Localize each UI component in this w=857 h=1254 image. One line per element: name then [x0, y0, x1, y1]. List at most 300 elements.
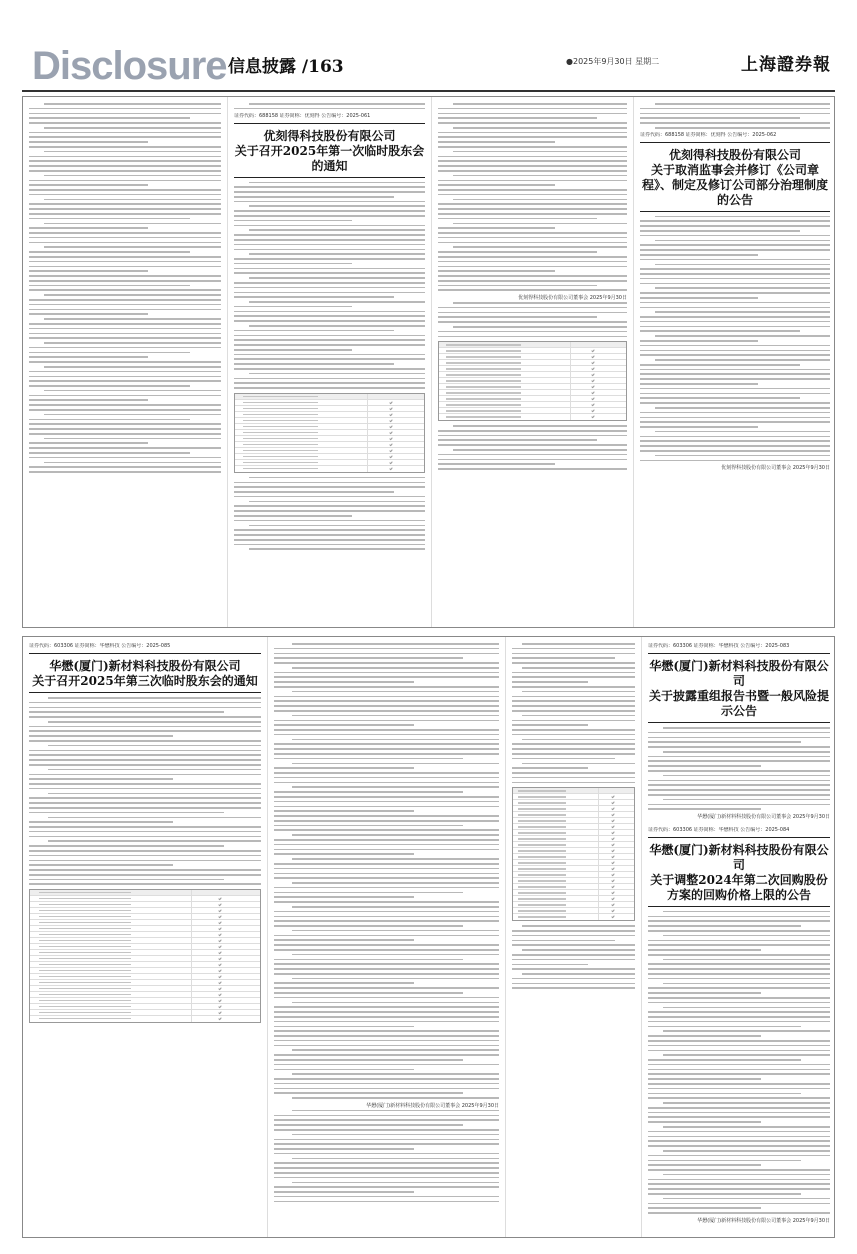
text-line: [292, 1182, 499, 1184]
text-line: [274, 696, 499, 698]
text-line: [512, 676, 635, 678]
text-line: [274, 916, 499, 918]
text-line: [512, 653, 635, 655]
text-line: [274, 925, 463, 927]
text-line: [274, 997, 499, 999]
text-line: [640, 460, 830, 462]
text-line: [453, 302, 627, 304]
text-line: [640, 254, 758, 256]
text-line: [249, 477, 425, 479]
text-line: [640, 268, 830, 270]
text-line: [292, 667, 499, 669]
text-line: [640, 302, 830, 304]
text-line: [438, 331, 627, 333]
company-name: 优刻得科技股份有限公司: [668, 147, 801, 162]
text-line: [29, 309, 221, 311]
text-line: [640, 220, 830, 222]
text-line: [29, 826, 261, 828]
text-line: [234, 249, 425, 251]
text-line: [234, 358, 425, 360]
text-line: [44, 294, 221, 296]
text-line: [29, 203, 221, 205]
text-line: [648, 1140, 830, 1142]
text-line: [29, 189, 221, 191]
text-line: [234, 510, 425, 512]
text-line: [29, 423, 221, 425]
text-line: [274, 949, 499, 951]
text-line: [274, 648, 499, 650]
text-line: [234, 296, 394, 298]
text-line: [648, 930, 830, 932]
text-line: [438, 261, 627, 263]
notice-heading: [648, 837, 830, 907]
top-col-3: [431, 97, 633, 627]
text-line: [234, 196, 394, 198]
text-line: [274, 973, 499, 975]
text-line: [29, 256, 221, 258]
text-line: [512, 686, 635, 688]
text-line: [640, 278, 830, 280]
text-line: [512, 696, 635, 698]
text-line: [512, 743, 635, 745]
text-line: [453, 449, 627, 451]
text-line: [29, 113, 221, 115]
text-line: [234, 272, 425, 274]
text-line: [29, 419, 190, 421]
text-line: [29, 266, 221, 268]
text-line: [438, 336, 627, 338]
text-line: [274, 1153, 499, 1155]
text-line: [648, 1064, 830, 1066]
text-line: [29, 879, 224, 881]
text-line: [234, 363, 394, 365]
text-line: [512, 734, 635, 736]
top-col-2: [227, 97, 431, 627]
text-line: [640, 426, 758, 428]
notice-signature: 华懋(厦门)新材料科技股份有限公司董事会 2025年9月30日: [697, 1217, 830, 1224]
text-line: [234, 515, 352, 517]
text-line: [274, 1148, 414, 1150]
text-line: [274, 944, 499, 946]
text-line: [663, 1126, 830, 1128]
text-line: [274, 1167, 499, 1169]
text-line: [274, 1191, 414, 1193]
text-line: [274, 676, 499, 678]
text-line: [438, 454, 627, 456]
text-line: [29, 337, 221, 339]
text-line: [522, 973, 635, 975]
text-line: [29, 797, 261, 799]
text-line: [29, 146, 221, 148]
text-line: [648, 1121, 761, 1123]
text-line: [274, 968, 499, 970]
text-line: [29, 313, 148, 315]
text-line: [648, 1112, 830, 1114]
text-line: [640, 297, 758, 299]
text-line: [292, 1097, 499, 1099]
text-line: [274, 1054, 499, 1056]
text-line: [234, 339, 425, 341]
text-line: [292, 858, 499, 860]
text-line: [640, 321, 830, 323]
text-line: [648, 1011, 830, 1013]
text-line: [640, 316, 830, 318]
text-line: [648, 940, 830, 942]
text-line: [640, 340, 758, 342]
text-line: [44, 199, 221, 201]
text-line: [29, 883, 261, 885]
bottom-col-1: [23, 637, 267, 1237]
text-line: [453, 151, 627, 153]
text-line: [29, 399, 148, 401]
notice-meta: 证券代码：603306 证券简称：华懋科技 公告编号：2025-083: [648, 643, 790, 649]
text-line: [274, 1162, 499, 1164]
text-line: [274, 849, 499, 851]
text-line: [292, 1134, 499, 1136]
text-line: [648, 1050, 830, 1052]
text-line: [522, 739, 635, 741]
text-line: [438, 463, 555, 465]
text-line: [292, 763, 499, 765]
company-name: 优刻得科技股份有限公司: [263, 128, 396, 143]
text-line: [274, 662, 499, 664]
text-line: [640, 445, 830, 447]
masthead-word: Disclosure: [32, 44, 227, 88]
text-line: [292, 1049, 499, 1051]
text-line: [29, 845, 224, 847]
text-line: [29, 122, 221, 124]
text-line: [234, 263, 352, 265]
text-line: [29, 160, 221, 162]
text-line: [438, 203, 627, 205]
text-line: [438, 113, 627, 115]
text-line: [438, 242, 627, 244]
text-line: [648, 1059, 801, 1061]
text-line: [274, 1201, 499, 1203]
text-line: [438, 468, 627, 470]
text-line: [648, 756, 830, 758]
text-line: [648, 925, 801, 927]
text-line: [274, 705, 499, 707]
text-line: [648, 954, 830, 956]
text-line: [438, 312, 627, 314]
text-line: [29, 117, 190, 119]
text-line: [29, 447, 221, 449]
text-line: [438, 170, 627, 172]
text-line: [640, 249, 830, 251]
text-line: [274, 935, 499, 937]
text-line: [48, 697, 261, 699]
text-line: [438, 160, 627, 162]
text-line: [274, 1021, 499, 1023]
text-line: [438, 213, 627, 215]
text-line: [29, 352, 190, 354]
notice-title: 关于召开2025年第三次临时股东会的通知: [32, 674, 258, 688]
text-line: [648, 997, 830, 999]
text-line: [274, 825, 463, 827]
text-line: [512, 710, 635, 712]
text-line: [274, 892, 463, 894]
text-line: [438, 232, 627, 234]
text-line: [234, 282, 425, 284]
text-line: [292, 930, 499, 932]
text-line: [438, 117, 597, 119]
text-line: [655, 127, 830, 129]
text-line: [234, 505, 425, 507]
text-line: [29, 237, 221, 239]
text-line: [274, 672, 499, 674]
text-line: [234, 330, 394, 332]
text-line: [663, 1054, 830, 1056]
text-line: [640, 330, 800, 332]
text-line: [274, 681, 414, 683]
text-line: [648, 789, 830, 791]
text-line: [648, 765, 761, 767]
text-line: [522, 925, 635, 927]
text-line: [292, 954, 499, 956]
text-line: [640, 273, 830, 275]
text-line: [648, 1155, 830, 1157]
text-line: [663, 1198, 830, 1200]
text-line: [655, 264, 830, 266]
text-line: [234, 258, 425, 260]
text-line: [512, 758, 615, 760]
text-line: [292, 691, 499, 693]
text-line: [234, 315, 425, 317]
text-line: [29, 812, 224, 814]
text-line: [640, 354, 830, 356]
bottom-col-3: [505, 637, 641, 1237]
text-line: [648, 1083, 830, 1085]
text-line: [648, 968, 830, 970]
text-line: [29, 141, 148, 143]
text-line: [512, 935, 635, 937]
text-line: [512, 940, 615, 942]
text-line: [29, 778, 173, 780]
text-line: [512, 748, 635, 750]
issue-date: ●2025年9月30日 星期二: [566, 57, 660, 66]
text-line: [29, 180, 221, 182]
notice-title: 关于披露重组报告书暨一般风险提示公告: [648, 689, 829, 718]
text-line: [648, 1026, 801, 1028]
text-line: [648, 760, 830, 762]
text-line: [29, 323, 221, 325]
text-line: [292, 1110, 499, 1112]
text-line: [640, 397, 800, 399]
text-line: [29, 328, 221, 330]
text-line: [663, 775, 830, 777]
text-line: [274, 901, 499, 903]
top-panel: [22, 96, 835, 628]
text-line: [438, 227, 555, 229]
text-line: [274, 791, 463, 793]
text-line: [453, 223, 627, 225]
text-line: [648, 1136, 830, 1138]
text-line: [640, 117, 800, 119]
text-line: [274, 1083, 499, 1085]
notice-signature: 优刻得科技股份有限公司董事会 2025年9月30日: [518, 295, 627, 302]
text-line: [640, 402, 830, 404]
text-line: [29, 285, 190, 287]
text-line: [29, 740, 261, 742]
text-line: [274, 1011, 499, 1013]
text-line: [29, 227, 148, 229]
text-line: [648, 1179, 830, 1181]
text-line: [438, 266, 627, 268]
text-line: [29, 457, 221, 459]
text-line: [29, 735, 173, 737]
text-line: [29, 218, 190, 220]
text-line: [249, 525, 425, 527]
text-line: [453, 175, 627, 177]
text-line: [512, 753, 635, 755]
text-line: [274, 1088, 499, 1090]
text-line: [655, 455, 830, 457]
text-line: [234, 368, 425, 370]
text-line: [234, 544, 425, 546]
text-line: [44, 246, 221, 248]
text-line: [274, 810, 414, 812]
text-line: [44, 366, 221, 368]
text-line: [648, 1131, 830, 1133]
text-line: [274, 839, 499, 841]
text-line: [274, 743, 499, 745]
text-line: [648, 978, 830, 980]
text-line: [438, 321, 627, 323]
company-name: 华懋(厦门)新材料科技股份有限公司: [49, 659, 241, 673]
text-line: [640, 350, 830, 352]
text-line: [648, 963, 830, 965]
text-line: [663, 1174, 830, 1176]
text-line: [512, 968, 635, 970]
text-line: [234, 539, 425, 541]
text-line: [655, 103, 830, 105]
text-line: [438, 459, 627, 461]
text-line: [29, 289, 221, 291]
text-line: [522, 949, 635, 951]
text-line: [29, 371, 221, 373]
proxy-table: [512, 787, 635, 921]
proxy-table: [438, 341, 627, 421]
table-row: [439, 414, 626, 420]
proposal-table: [234, 393, 425, 473]
bottom-col-2: [267, 637, 505, 1237]
text-line: [663, 799, 830, 801]
text-line: [234, 311, 425, 313]
notice-title: 关于召开2025年第一次临时股东会的通知: [234, 143, 425, 173]
proposal-table: [29, 889, 261, 1023]
text-line: [438, 122, 627, 124]
text-line: [648, 1203, 830, 1205]
text-line: [663, 1030, 830, 1032]
text-line: [648, 1183, 830, 1185]
notice-heading: [29, 653, 261, 693]
text-line: [44, 438, 221, 440]
text-line: [44, 318, 221, 320]
text-line: [438, 132, 627, 134]
text-line: [640, 364, 800, 366]
text-line: [648, 808, 761, 810]
text-line: [512, 700, 635, 702]
text-line: [640, 436, 830, 438]
text-line: [274, 724, 414, 726]
text-line: [48, 840, 261, 842]
text-line: [655, 359, 830, 361]
text-line: [292, 978, 499, 980]
text-line: [648, 1097, 830, 1099]
text-line: [648, 1107, 830, 1109]
text-line: [274, 1040, 499, 1042]
text-line: [274, 753, 499, 755]
text-line: [655, 335, 830, 337]
text-line: [29, 433, 221, 435]
text-line: [640, 283, 830, 285]
text-line: [274, 767, 414, 769]
text-line: [29, 232, 221, 234]
text-line: [648, 1073, 830, 1075]
text-line: [234, 378, 425, 380]
text-line: [29, 860, 261, 862]
masthead-rule: [22, 90, 835, 92]
text-line: [274, 1115, 499, 1117]
text-line: [640, 244, 830, 246]
section-title: 信息披露 /163: [228, 57, 344, 77]
text-line: [274, 939, 414, 941]
text-line: [29, 356, 148, 358]
text-line: [648, 737, 830, 739]
text-line: [512, 648, 635, 650]
text-line: [274, 734, 499, 736]
text-line: [655, 216, 830, 218]
text-line: [274, 853, 414, 855]
notice-signature: 优刻得科技股份有限公司董事会 2025年9月30日: [721, 465, 830, 472]
text-line: [655, 407, 830, 409]
text-line: [274, 700, 499, 702]
text-line: [640, 412, 830, 414]
text-line: [29, 759, 261, 761]
text-line: [274, 806, 499, 808]
text-line: [640, 345, 830, 347]
text-line: [29, 850, 261, 852]
text-line: [663, 983, 830, 985]
text-line: [640, 378, 830, 380]
text-line: [640, 326, 830, 328]
text-line: [438, 430, 627, 432]
text-line: [274, 1026, 414, 1028]
text-line: [648, 949, 761, 951]
text-line: [640, 369, 830, 371]
text-line: [29, 716, 261, 718]
text-line: [29, 802, 261, 804]
text-line: [438, 285, 597, 287]
text-line: [438, 316, 597, 318]
text-line: [29, 136, 221, 138]
text-line: [438, 184, 555, 186]
text-line: [648, 784, 830, 786]
text-line: [512, 777, 635, 779]
text-line: [663, 911, 830, 913]
text-line: [44, 342, 221, 344]
text-line: [44, 151, 221, 153]
text-line: [438, 307, 627, 309]
text-line: [234, 215, 425, 217]
text-line: [29, 275, 221, 277]
text-line: [655, 431, 830, 433]
text-line: [29, 280, 221, 282]
text-line: [648, 1207, 761, 1209]
notice-signature: 华懋(厦门)新材料科技股份有限公司董事会 2025年9月30日: [366, 1102, 499, 1109]
text-line: [512, 930, 635, 932]
